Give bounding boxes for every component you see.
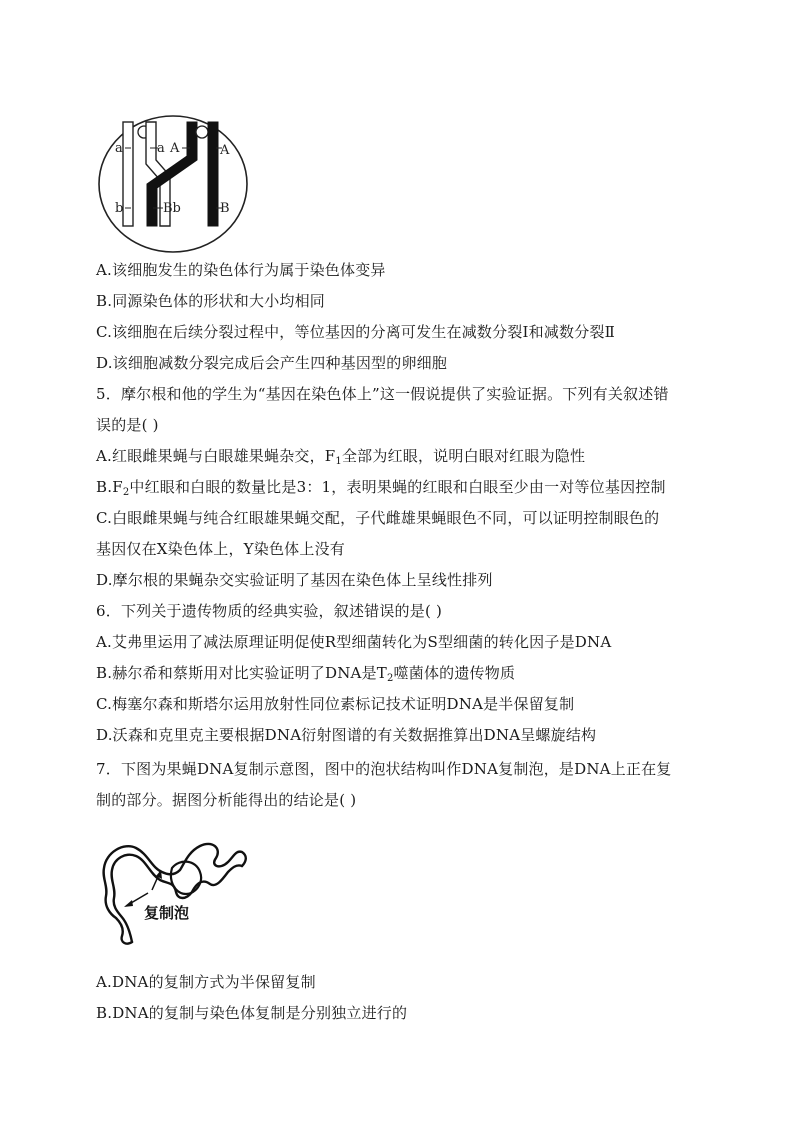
- q6-option-c: C.梅塞尔森和斯塔尔运用放射性同位素标记技术证明DNA是半保留复制: [96, 695, 575, 713]
- q7-stem-line1: 7．下图为果蝇DNA复制示意图，图中的泡状结构叫作DNA复制泡，是DNA上正在复: [96, 760, 672, 778]
- arrow-left-icon: [124, 900, 133, 907]
- label-a-inner: a: [157, 141, 165, 156]
- q7-stem-line2: 制的部分。据图分析能得出的结论是( ): [96, 791, 357, 809]
- label-Bb-inner: Bb: [163, 201, 181, 216]
- q5-option-b-post: 中红眼和白眼的数量比是3：1，表明果蝇的红眼和白眼至少由一对等位基因控制: [129, 478, 666, 496]
- label-A-inner: A: [170, 141, 180, 156]
- q6-option-d: D.沃森和克里克主要根据DNA衍射图谱的有关数据推算出DNA呈螺旋结构: [96, 726, 597, 744]
- q5-option-a-pre: A.红眼雌果蝇与白眼雄果蝇杂交，F: [96, 447, 336, 465]
- q5-stem-line2: 误的是( ): [96, 416, 159, 434]
- cell-outline: [99, 116, 247, 252]
- centromere-2: [196, 126, 208, 138]
- q5-option-c-line1: C.白眼雌果蝇与纯合红眼雄果蝇交配，子代雌雄果蝇眼色不同，可以证明控制眼色的: [96, 509, 660, 527]
- q7-option-b: B.DNA的复制与染色体复制是分别独立进行的: [96, 1004, 408, 1022]
- label-a-left: a: [115, 141, 123, 156]
- label-b-left: b: [115, 201, 124, 216]
- chromosome-cell-figure: [96, 110, 256, 255]
- q5-option-d: D.摩尔根的果蝇杂交实验证明了基因在染色体上呈线性排列: [96, 571, 493, 589]
- replication-bubble-label: 复制泡: [144, 904, 190, 922]
- label-B-right: B: [220, 201, 230, 216]
- q5-option-b: [96, 477, 666, 497]
- q4-option-d: D.该细胞减数分裂完成后会产生四种基因型的卵细胞: [96, 354, 448, 372]
- q6-option-b-pre: B.赫尔希和蔡斯用对比实验证明了DNA是T: [96, 664, 387, 682]
- q6-stem: 6．下列关于遗传物质的经典实验，叙述错误的是( ): [96, 602, 443, 620]
- dna-replication-diagram: [96, 828, 266, 953]
- q5-stem-line1: 5．摩尔根和他的学生为“基因在染色体上”这一假说提供了实验证据。下列有关叙述错: [96, 385, 669, 403]
- q6-option-b-sub: 2: [386, 673, 394, 684]
- dna-replication-figure: [96, 828, 266, 953]
- q7-option-a: A.DNA的复制方式为半保留复制: [96, 973, 316, 991]
- label-A-right: A: [220, 143, 230, 158]
- replication-bubble: [171, 862, 201, 894]
- chromosome-1: [123, 122, 133, 226]
- dna-strand-outer: [104, 844, 246, 944]
- q6-option-a: A.艾弗里运用了减法原理证明促使R型细菌转化为S型细菌的转化因子是DNA: [96, 633, 612, 651]
- q5-option-a-sub: 1: [335, 456, 342, 467]
- q6-option-b-post: 噬菌体的遗传物质: [393, 664, 516, 682]
- q4-option-a: A.该细胞发生的染色体行为属于染色体变异: [96, 261, 386, 279]
- dna-strand-inner: [112, 855, 242, 942]
- q4-option-c: C.该细胞在后续分裂过程中，等位基因的分离可发生在减数分裂Ⅰ和减数分裂Ⅱ: [96, 323, 616, 341]
- q5-option-a-post: 全部为红眼，说明白眼对红眼为隐性: [341, 447, 586, 465]
- q5-option-a: [96, 446, 585, 466]
- chromosome-4: [208, 122, 218, 226]
- q4-option-b: B.同源染色体的形状和大小均相同: [96, 292, 325, 310]
- q5-option-b-sub: 2: [122, 487, 130, 498]
- chromosome-diagram: [96, 110, 256, 255]
- q5-option-c-line2: 基因仅在X染色体上，Y染色体上没有: [96, 540, 345, 558]
- q6-option-b: [96, 663, 515, 683]
- q5-option-b-pre: B.F: [96, 478, 123, 496]
